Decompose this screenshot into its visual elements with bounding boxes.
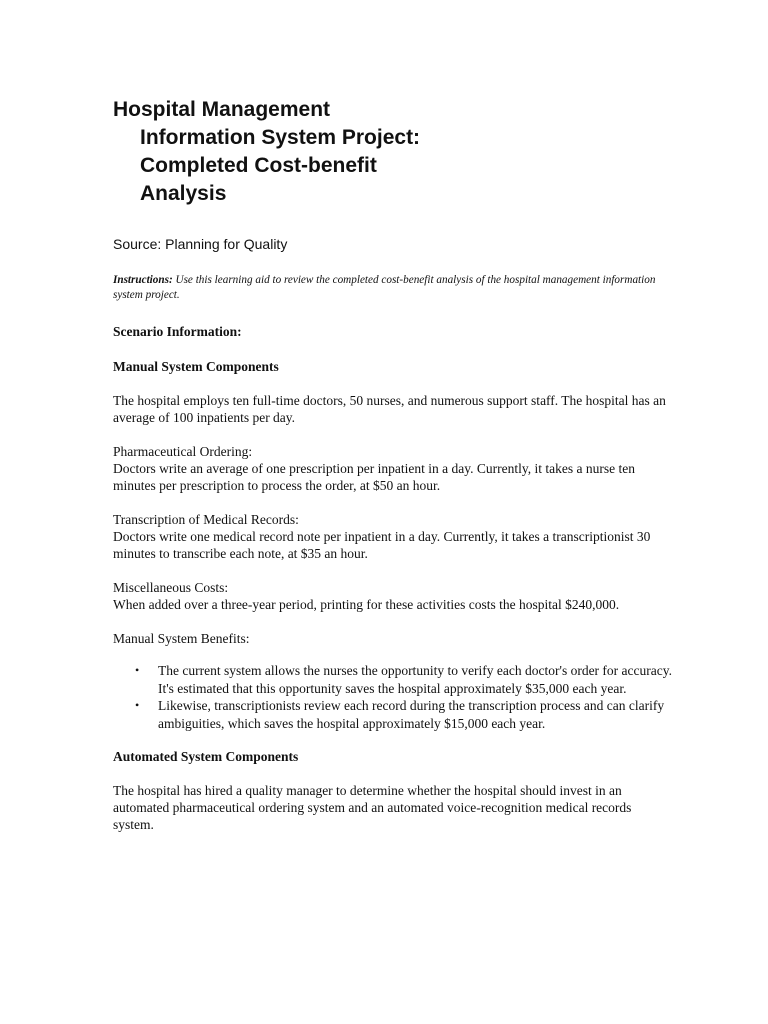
title-line: Analysis [140, 182, 227, 205]
document-title [113, 96, 673, 208]
misc-costs-section [113, 579, 673, 613]
pharmaceutical-text: Doctors write an average of one prescription per inpatient in a day. Currently, it takes a nurse ten minutes per prescription to process the order, at $50 an hour. [113, 461, 635, 493]
pharmaceutical-section [113, 443, 673, 494]
benefit-text: Likewise, transcriptionists review each record during the transcription process and can clarify ambiguities, which saves the hospital approximately $15,000 each year. [158, 698, 665, 731]
source-line: Source: Planning for Quality [113, 236, 288, 252]
bullet-icon: • [135, 698, 140, 712]
transcription-label: Transcription of Medical Records: [113, 512, 299, 527]
scenario-heading: Scenario Information: [113, 324, 242, 339]
transcription-text: Doctors write one medical record note per inpatient in a day. Currently, it takes a transcriptionist 30 minutes to transcribe each note, at $35 an hour. [113, 529, 651, 561]
bullet-icon: • [135, 663, 140, 677]
benefits-list [113, 662, 673, 732]
manual-components-heading: Manual System Components [113, 359, 279, 374]
list-item [135, 662, 673, 697]
automated-components-heading: Automated System Components [113, 749, 299, 764]
benefit-text: The current system allows the nurses the opportunity to verify each doctor's order for accuracy. It's estimated that this opportunity saves the hospital approximately $35,000 each year. [158, 663, 673, 696]
title-line: Hospital Management [113, 98, 331, 121]
automated-paragraph: The hospital has hired a quality manager to determine whether the hospital should invest in an automated pharmaceutical ordering system and an automated voice-recognition medical records system. [113, 783, 632, 832]
pharmaceutical-label: Pharmaceutical Ordering: [113, 444, 253, 459]
misc-costs-label: Miscellaneous Costs: [113, 580, 229, 595]
manual-benefits-label: Manual System Benefits: [113, 631, 250, 646]
instructions-lead: Instructions: [113, 274, 173, 286]
transcription-section [113, 511, 673, 562]
title-line: Completed Cost-benefit [140, 154, 377, 177]
title-line: Information System Project: [140, 126, 421, 149]
manual-intro-paragraph: The hospital employs ten full-time doctors, 50 nurses, and numerous support staff. The hospital has an average of 100 inpatients per day. [113, 393, 666, 425]
instructions-text: Use this learning aid to review the completed cost-benefit analysis of the hospital management information system project. [113, 274, 656, 301]
list-item [135, 697, 673, 732]
instructions-paragraph [113, 273, 673, 303]
document-page [113, 96, 673, 833]
misc-costs-text: When added over a three-year period, printing for these activities costs the hospital $240,000. [113, 597, 620, 612]
